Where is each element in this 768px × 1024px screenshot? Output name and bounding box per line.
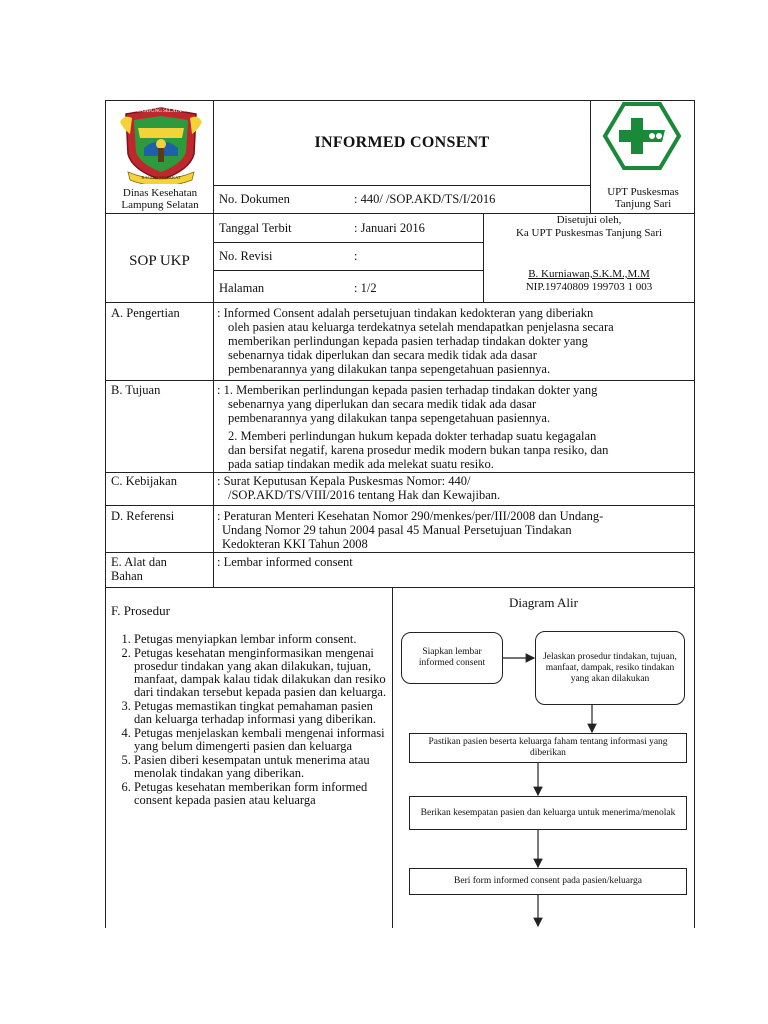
diagram-title: Diagram Alir [509, 595, 578, 610]
flow-box-1: Siapkan lembar informed consent [401, 632, 503, 684]
signer-nip: NIP.19740809 199703 1 003 [525, 281, 653, 293]
page-value: : 1/2 [354, 281, 377, 295]
pengertian-line-2: oleh pasien atau keluarga terdekatnya setelah mendapatkan penjelasna secara [228, 320, 614, 334]
section-alat-label-1: E. Alat dan [111, 555, 167, 569]
org-left-line-1: Dinas Kesehatan [122, 187, 198, 199]
document-title: INFORMED CONSENT [314, 134, 490, 151]
kebijakan-line-1: : Surat Keputusan Kepala Puskesmas Nomor: 440/ [217, 474, 471, 488]
prosedur-step-4: 4. Petugas menjelaskan kembali mengenai informasi yang belum dimengerti pasien dan keluarga [134, 727, 387, 753]
referensi-line-3: Kedokteran KKI Tahun 2008 [222, 537, 368, 551]
prosedur-list [111, 633, 387, 807]
flow-box-5: Beri form informed consent pada pasien/keluarga [409, 868, 687, 895]
prosedur-step-2: 2. Petugas kesehatan menginformasikan mengenai prosedur tindakan yang akan dilakukan, tujuan, manfaat, dampak kalau tidak dilakukan dan resiko dari tindakan tersebut kepada pasien dan keluarga. [134, 647, 387, 699]
signer-name: B. Kurniawan,S.K.M.,M.M [528, 268, 650, 280]
revision-value: : [354, 249, 358, 263]
doc-number-label: No. Dokumen [219, 192, 290, 206]
section-referensi-label: D. Referensi [111, 509, 175, 523]
section-alat-label-2: Bahan [111, 569, 143, 583]
sop-label: SOP UKP [129, 253, 190, 269]
org-right-line-1: UPT Puskesmas [607, 186, 679, 198]
approval-line-2: Ka UPT Puskesmas Tanjung Sari [515, 227, 663, 239]
flow-box-2: Jelaskan prosedur tindakan, tujuan, manfaat, dampak, resiko tindakan yang akan dilakukan [535, 631, 685, 705]
logo-top-text: LAMPUNG SELATAN [137, 109, 185, 114]
prosedur-step-6: 6. Petugas kesehatan memberikan form informed consent kepada pasien atau keluarga [134, 781, 387, 807]
section-kebijakan-label: C. Kebijakan [111, 474, 177, 488]
logo-bottom-text: RAGOM MUFAKAT [141, 175, 181, 180]
tujuan-line-4: 2. Memberi perlindungan hukum kepada dokter terhadap suatu kegagalan [228, 429, 597, 443]
prosedur-step-5: 5. Pasien diberi kesempatan untuk menerima atau menolak tindakan yang diberikan. [134, 754, 387, 780]
org-right-line-2: Tanjung Sari [614, 198, 672, 210]
regency-logo [118, 104, 204, 184]
section-tujuan-label: B. Tujuan [111, 383, 161, 397]
prosedur-step-3: 3. Petugas memastikan tingkat pemahaman pasien dan keluarga terhadap informasi yang diberikan. [134, 700, 387, 726]
flow-box-4: Berikan kesempatan pasien dan keluarga untuk menerima/menolak [409, 796, 687, 830]
kebijakan-line-2: /SOP.AKD/TS/VIII/2016 tentang Hak dan Kewajiban. [228, 488, 501, 502]
pengertian-line-5: pembenarannya yang dilakukan tanpa sepengetahuan pasiennya. [228, 362, 551, 376]
tujuan-line-3: pembenarannya yang dilakukan tanpa sepengetahuan pasiennya. [228, 411, 551, 425]
tujuan-line-5: dan bersifat negatif, karena prosedur medik modern bukan tanpa resiko, dan [228, 443, 609, 457]
org-left-line-2: Lampung Selatan [121, 199, 199, 211]
puskesmas-logo [602, 101, 682, 171]
revision-label: No. Revisi [219, 249, 273, 263]
pengertian-line-4: sebenarnya tidak diperlukan dan secara medik tidak ada dasar [228, 348, 537, 362]
referensi-line-1: : Peraturan Menteri Kesehatan Nomor 290/menkes/per/III/2008 dan Undang- [217, 509, 604, 523]
doc-number-value: : 440/ /SOP.AKD/TS/I/2016 [354, 192, 496, 206]
section-pengertian-label: A. Pengertian [111, 306, 180, 320]
page-label: Halaman [219, 281, 265, 295]
prosedur-step-1: 1. Petugas menyiapkan lembar inform consent. [134, 633, 387, 646]
tujuan-line-6: pada satiap tindakan medik ada melekat suatu resiko. [228, 457, 494, 471]
issue-date-value: : Januari 2016 [354, 221, 425, 235]
prosedur-list-container [111, 633, 387, 807]
prosedur-title: F. Prosedur [111, 603, 170, 618]
tujuan-line-1: : 1. Memberikan perlindungan kepada pasien terhadap tindakan dokter yang [217, 383, 598, 397]
referensi-line-2: Undang Nomor 29 tahun 2004 pasal 45 Manual Persetujuan Tindakan [222, 523, 572, 537]
tujuan-line-2: sebenarnya yang diperlukan dan secara medik tidak ada dasar [228, 397, 537, 411]
approval-line-1: Disetujui oleh, [556, 214, 622, 226]
alat-value: : Lembar informed consent [217, 555, 353, 569]
flow-box-3: Pastikan pasien beserta keluarga faham tentang informasi yang diberikan [409, 733, 687, 763]
pengertian-line-3: memberikan perlindungan kepada pasien terhadap tindakan dokter yang [228, 334, 588, 348]
issue-date-label: Tanggal Terbit [219, 221, 292, 235]
pengertian-line-1: : Informed Consent adalah persetujuan tindakan kedokteran yang diberiakn [217, 306, 594, 320]
